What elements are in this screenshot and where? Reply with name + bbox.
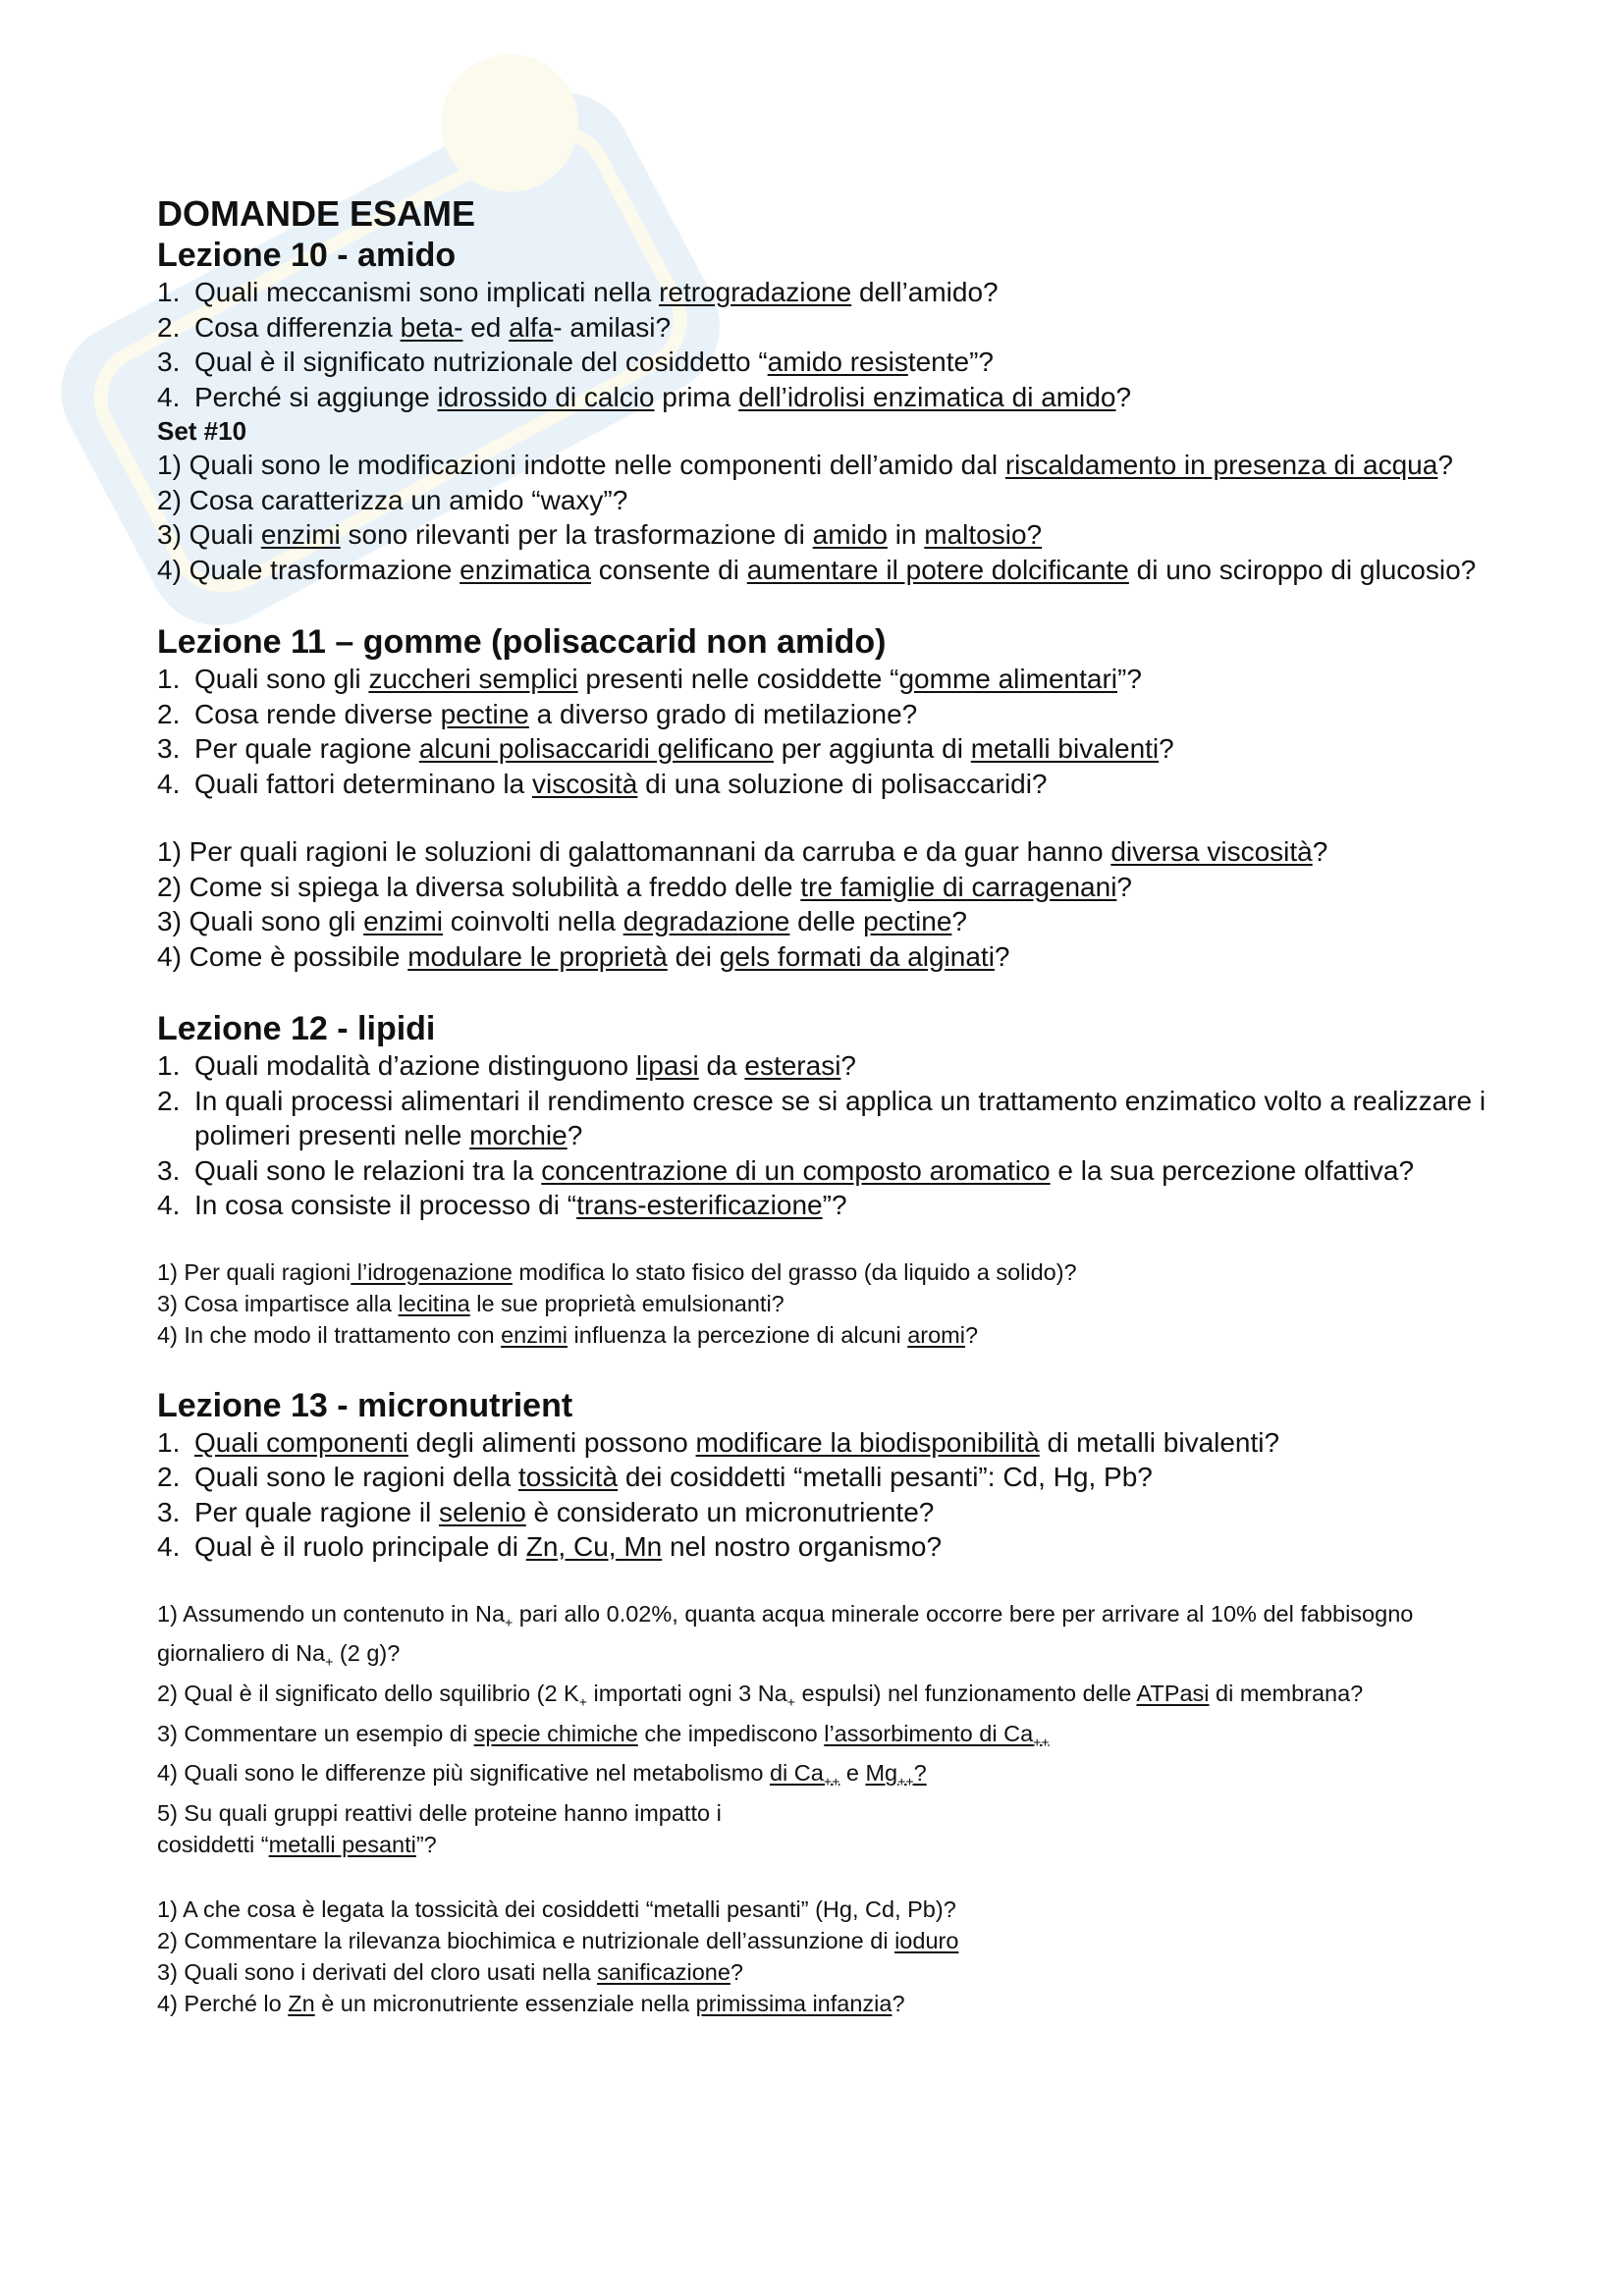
question-item: 3) Quali sono gli enzimi coinvolti nella degradazione delle pectine? [157, 906, 967, 936]
set-questions-2 [157, 1894, 1492, 2019]
numbered-questions [157, 662, 1492, 801]
question-item: 3. Per quale ragione il selenio è considerato un micronutriente? [157, 1495, 1492, 1530]
question-item: 4) Come è possibile modulare le proprietà dei gels formati da alginati? [157, 940, 1010, 972]
section-lezione-12 [157, 1009, 1492, 1351]
question-item: 4) Perché lo Zn è un micronutriente essenziale nella primissima infanzia? [157, 1990, 905, 2016]
set-label: Set #10 [157, 416, 247, 446]
question-item: 2. In quali processi alimentari il rendimento cresce se si applica un trattamento enzimatico volto a realizzare i polimeri presenti nelle morchie? [157, 1085, 1487, 1150]
question-item: 1. Quali sono gli zuccheri semplici presenti nelle cosiddette “gomme alimentari”? [157, 662, 1492, 697]
question-item: 4. Perché si aggiunge idrossido di calcio prima dell’idrolisi enzimatica di amido? [157, 380, 1492, 415]
question-item: 3) Quali enzimi sono rilevanti per la trasformazione di amido in maltosio? [157, 519, 1043, 550]
question-number: 2. [157, 1462, 181, 1492]
question-number: 4. [157, 1531, 181, 1562]
question-item: 1) Per quali ragioni l’idrogenazione modifica lo stato fisico del grasso (da liquido a solido)? [157, 1258, 1077, 1285]
question-number: 4. [157, 381, 181, 412]
question-item: 1) Quali sono le modificazioni indotte nelle componenti dell’amido dal riscaldamento in presenza di acqua? [157, 450, 1453, 480]
question-item: 3) Cosa impartisce alla lecitina le sue proprietà emulsionanti? [157, 1290, 784, 1316]
question-item: 2. Quali sono le ragioni della tossicità dei cosiddetti “metalli pesanti”: Cd, Hg, Pb? [157, 1460, 1492, 1495]
question-item: 4) In che modo il trattamento con enzimi influenza la percezione di alcuni aromi? [157, 1321, 979, 1348]
set-questions [157, 834, 1492, 974]
question-item: 1. Quali modalità d’azione distinguono lipasi da esterasi? [157, 1048, 1492, 1084]
question-item: 2) Commentare la rilevanza biochimica e nutrizionale dell’assunzione di ioduro [157, 1927, 959, 1953]
question-item: 2) Qual è il significato dello squilibrio (2 $K_+$ importati ogni 3 $Na_+$ espulsi) nel funzionamento delle ATPasi di membrana? [157, 1680, 1364, 1710]
question-item: 4) Quali sono le differenze più significative nel metabolismo di $Ca_{++}$ e $Mg_{++}$? [157, 1760, 927, 1789]
section-heading: Lezione 11 – gomme (polisaccarid non amido) [157, 623, 887, 661]
question-item: 3. Qual è il significato nutrizionale del cosiddetto “amido resistente”? [157, 345, 1492, 380]
question-number: 2. [157, 698, 181, 729]
question-number: 1. [157, 1050, 181, 1081]
question-item: 2) Come si spiega la diversa solubilità a freddo delle tre famiglie di carragenani? [157, 871, 1132, 902]
question-item: 3. Quali sono le relazioni tra la concentrazione di un composto aromatico e la sua percezione olfattiva? [157, 1153, 1492, 1189]
question-number: 4. [157, 768, 181, 799]
section-heading: Lezione 13 - micronutrient [157, 1386, 573, 1424]
question-item: 1) Per quali ragioni le soluzioni di galattomannani da carruba e da guar hanno diversa viscosità? [157, 836, 1328, 867]
question-item: 3) Commentare un esempio di specie chimiche che impediscono l’assorbimento di $Ca_{++}$ [157, 1720, 1050, 1750]
question-number: 3. [157, 1154, 181, 1186]
question-item: 1) A che cosa è legata la tossicità dei cosiddetti “metalli pesanti” (Hg, Cd, Pb)? [157, 1896, 956, 1922]
question-item: 4) Quale trasformazione enzimatica consente di aumentare il potere dolcificante di uno sciroppo di glucosio? [157, 554, 1477, 585]
set-questions [157, 448, 1492, 587]
question-number: 1. [157, 1426, 181, 1458]
question-item: 1. Quali meccanismi sono implicati nella retrogradazione dell’amido? [157, 275, 1492, 310]
question-item: 2) Cosa caratterizza un amido “waxy”? [157, 484, 628, 515]
question-item: 5) Su quali gruppi reattivi delle proteine hanno impatto i [157, 1799, 722, 1826]
document [157, 192, 1492, 2019]
document-title: DOMANDE ESAME [157, 193, 476, 234]
question-item: 1. Quali componenti degli alimenti possono modificare la biodisponibilità di metalli bivalenti? [157, 1425, 1492, 1461]
question-item: 4. In cosa consiste il processo di “trans-esterificazione”? [157, 1188, 1492, 1223]
question-number: 4. [157, 1190, 181, 1220]
question-item: 2. Cosa differenzia beta- ed alfa- amilasi? [157, 310, 1492, 346]
question-number: 1. [157, 277, 181, 307]
section-lezione-10 [157, 236, 1492, 587]
question-number: 3. [157, 1496, 181, 1527]
set-questions [157, 1256, 1492, 1351]
question-item: cosiddetti “metalli pesanti”? [157, 1831, 437, 1857]
section-lezione-11 [157, 622, 1492, 974]
question-item: 4. Quali fattori determinano la viscosità di una soluzione di polisaccaridi? [157, 767, 1492, 802]
question-number: 2. [157, 311, 181, 343]
question-item: 1) Assumendo un contenuto in $Na_+$ pari allo 0.02%, quanta acqua minerale occorre bere per arrivare al 10% del fabbisogno giornaliero di $Na_+$ (2 g)? [157, 1600, 1414, 1670]
set-questions [157, 1598, 1492, 1860]
question-item: 2. Cosa rende diverse pectine a diverso grado di metilazione? [157, 697, 1492, 732]
question-item: 3) Quali sono i derivati del cloro usati nella sanificazione? [157, 1958, 743, 1985]
numbered-questions [157, 275, 1492, 414]
section-lezione-13 [157, 1386, 1492, 2019]
numbered-questions [157, 1048, 1492, 1223]
question-item: 4. Qual è il ruolo principale di Zn, Cu, Mn nel nostro organismo? [157, 1529, 1492, 1565]
question-number: 2. [157, 1085, 181, 1116]
question-number: 1. [157, 664, 181, 694]
question-number: 3. [157, 733, 181, 764]
question-item: 3. Per quale ragione alcuni polisaccaridi gelificano per aggiunta di metalli bivalenti? [157, 731, 1492, 767]
section-heading: Lezione 12 - lipidi [157, 1010, 436, 1047]
question-number: 3. [157, 347, 181, 377]
section-heading: Lezione 10 - amido [157, 237, 457, 274]
numbered-questions [157, 1425, 1492, 1565]
